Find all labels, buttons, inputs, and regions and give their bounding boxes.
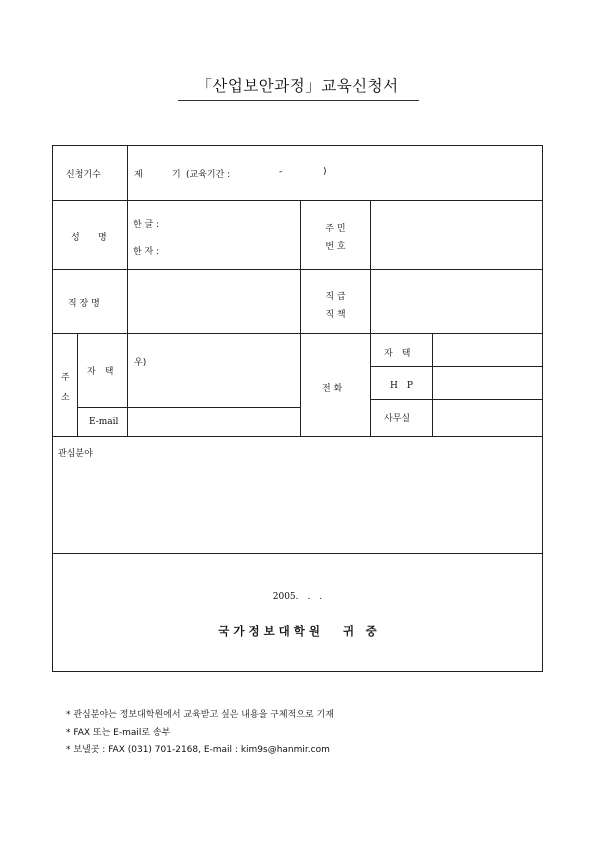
- email-label: E-mail: [89, 417, 119, 427]
- instruction-item: * 보낼곳 : FAX (031) 701-2168, E-mail : kim9s@hanmir.com: [66, 745, 330, 755]
- rank-label-top: 직 급: [325, 292, 346, 302]
- address-label-top: 주: [61, 373, 70, 383]
- workplace-label: 직 장 명: [68, 299, 100, 309]
- postal-code-prefix: 우): [134, 358, 147, 368]
- form-title: 「산업보안과정」교육신청서: [196, 77, 399, 95]
- address-label-bottom: 소: [61, 393, 70, 403]
- recipient-line: 국 가 정 보 대 학 원 귀 중: [218, 624, 377, 638]
- rank-field[interactable]: [371, 270, 542, 333]
- resident-number-label-bottom: 번 호: [325, 242, 346, 252]
- education-period-label: (교육기간 :: [186, 170, 231, 180]
- application-date: 2005. . .: [272, 592, 323, 602]
- phone-home-label: 자 택: [384, 349, 411, 359]
- phone-home-field[interactable]: [433, 334, 542, 366]
- resident-number-field[interactable]: [371, 201, 542, 269]
- name-hangul-label: 한 글 :: [133, 220, 160, 230]
- form-border-top: [52, 145, 543, 146]
- email-field[interactable]: [128, 408, 300, 436]
- name-label-second: 명: [98, 233, 107, 243]
- interest-area-field[interactable]: [53, 460, 542, 552]
- session-label: 신청기수: [66, 170, 101, 180]
- name-label-first: 성: [71, 233, 80, 243]
- resident-number-label-top: 주 민: [325, 224, 346, 234]
- instruction-item: * 관심분야는 정보대학원에서 교육받고 싶은 내용을 구체적으로 기재: [66, 710, 334, 720]
- row-rule: [52, 553, 543, 554]
- col-rule: [77, 333, 78, 436]
- instructions: [66, 707, 334, 760]
- title-underline: [178, 100, 419, 101]
- phone-label: 전 화: [322, 384, 343, 394]
- session-suffix: 기: [172, 170, 181, 180]
- interest-area-label: 관심분야: [58, 449, 93, 459]
- col-rule: [370, 333, 371, 436]
- education-period-close: ): [323, 167, 327, 177]
- phone-office-field[interactable]: [433, 400, 542, 436]
- phone-office-label: 사무실: [384, 414, 411, 424]
- rank-label-bottom: 직 책: [325, 310, 346, 320]
- name-hanja-label: 한 자 :: [133, 247, 160, 257]
- instruction-item: * FAX 또는 E-mail로 송부: [66, 727, 171, 738]
- form-border-bottom: [52, 671, 543, 672]
- application-form: [52, 145, 543, 672]
- workplace-field[interactable]: [128, 270, 300, 333]
- home-address-label: 자 택: [87, 367, 114, 377]
- session-prefix: 제: [134, 170, 143, 180]
- phone-mobile-field[interactable]: [433, 367, 542, 399]
- education-period-dash: -: [279, 167, 283, 177]
- row-rule: [52, 436, 543, 437]
- phone-mobile-label: H P: [390, 381, 413, 391]
